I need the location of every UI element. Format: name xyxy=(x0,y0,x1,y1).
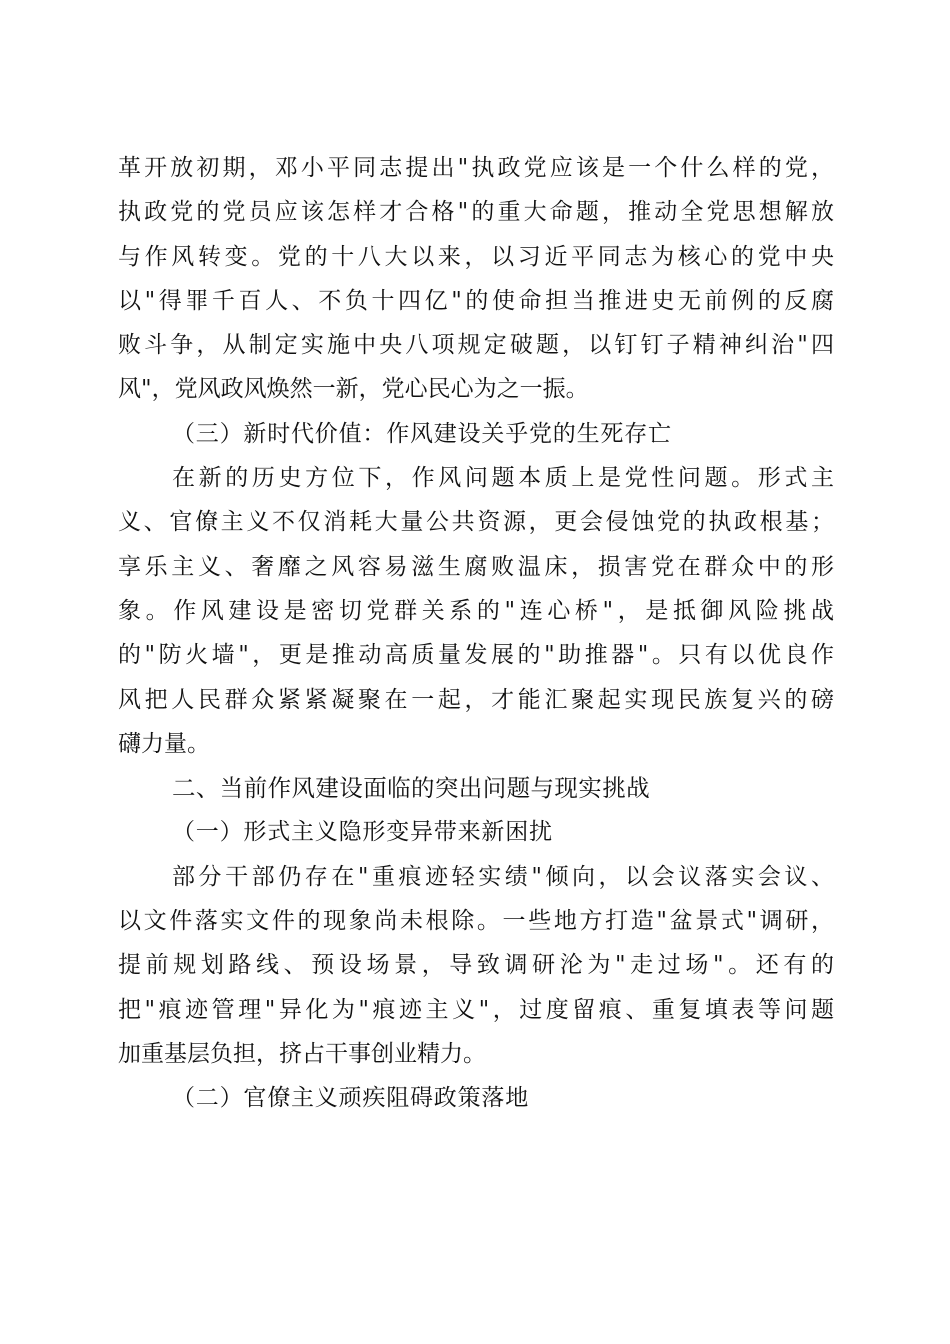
subheading-new-era-value: （三）新时代价值：作风建设关乎党的生死存亡 xyxy=(172,420,672,447)
text-line: 部分干部仍存在"重痕迹轻实绩"倾向，以会议落实会议、 xyxy=(172,863,834,890)
paragraph-new-era-value xyxy=(118,456,834,766)
text-line: 享乐主义、奢靡之风容易滋生腐败温床，损害党在群众中的形 xyxy=(118,553,834,580)
text-line: 把"痕迹管理"异化为"痕迹主义"，过度留痕、重复填表等问题 xyxy=(118,996,834,1023)
text-line: 加重基层负担，挤占干事创业精力。 xyxy=(118,1040,486,1067)
document-body xyxy=(118,146,834,1121)
text-line: 提前规划路线、预设场景，导致调研沦为"走过场"。还有的 xyxy=(118,952,834,979)
text-line: 义、官僚主义不仅消耗大量公共资源，更会侵蚀党的执政根基； xyxy=(118,509,834,536)
text-line: 败斗争，从制定实施中央八项规定破题，以钉钉子精神纠治"四 xyxy=(118,332,834,359)
subheading-bureaucratism: （二）官僚主义顽疾阻碍政策落地 xyxy=(172,1085,529,1112)
text-line: 的"防火墙"，更是推动高质量发展的"助推器"。只有以优良作 xyxy=(118,642,834,669)
text-line: 革开放初期，邓小平同志提出"执政党应该是一个什么样的党， xyxy=(118,155,834,181)
section-heading-current-problems: 二、当前作风建设面临的突出问题与现实挑战 xyxy=(172,774,650,803)
text-line: 象。作风建设是密切党群关系的"连心桥"，是抵御风险挑战 xyxy=(118,597,834,624)
text-line: 以"得罪千百人、不负十四亿"的使命担当推进史无前例的反腐 xyxy=(118,287,834,314)
text-line: 与作风转变。党的十八大以来，以习近平同志为核心的党中央 xyxy=(118,243,834,270)
subheading-formalism: （一）形式主义隐形变异带来新困扰 xyxy=(172,819,553,846)
paragraph-reform-history xyxy=(118,146,834,412)
text-line: 风"，党风政风焕然一新，党心民心为之一振。 xyxy=(118,376,589,403)
text-line: 执政党的党员应该怎样才合格"的重大命题，推动全党思想解放 xyxy=(118,199,834,226)
paragraph-formalism xyxy=(118,855,834,1076)
text-line: 礴力量。 xyxy=(118,730,210,757)
text-line: 以文件落实文件的现象尚未根除。一些地方打造"盆景式"调研， xyxy=(118,908,834,935)
text-line: 在新的历史方位下，作风问题本质上是党性问题。形式主 xyxy=(172,465,834,492)
text-line: 风把人民群众紧紧凝聚在一起，才能汇聚起实现民族复兴的磅 xyxy=(118,686,834,713)
